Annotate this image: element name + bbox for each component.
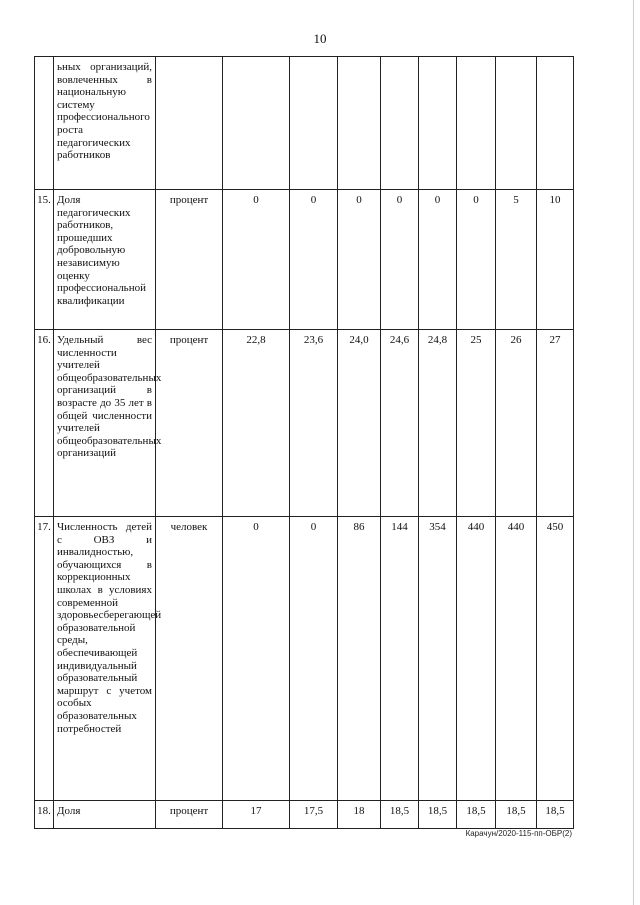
indicator-value: 24,0: [338, 330, 381, 517]
indicator-name-text: Доля: [57, 805, 81, 817]
indicator-value: 86: [338, 517, 381, 801]
indicator-value: 24,6: [381, 330, 419, 517]
indicator-value: 0: [457, 190, 496, 330]
table-row: [35, 57, 574, 190]
indicator-value: 18,5: [381, 801, 419, 829]
scan-edge-line: [633, 0, 634, 905]
indicator-value: 354: [419, 517, 457, 801]
indicator-name: [54, 190, 156, 330]
indicator-value: 5: [496, 190, 537, 330]
indicator-value: 24,8: [419, 330, 457, 517]
indicator-value: 23,6: [290, 330, 338, 517]
indicator-value: 144: [381, 517, 419, 801]
indicator-value: 17: [223, 801, 290, 829]
indicator-value: 18,5: [419, 801, 457, 829]
indicator-name-text: Численность детей с ОВЗ и инвалидностью, обучающихся в коррекционных школах в условиях современной здоровьесберегающей образовательной среды, обеспечивающей индивидуальный образовательный маршрут с учетом особых образовательных потребностей: [57, 521, 162, 735]
unit-of-measure: процент: [156, 801, 223, 829]
unit-of-measure: процент: [156, 190, 223, 330]
row-number: 18.: [35, 801, 54, 829]
row-number: 16.: [35, 330, 54, 517]
table-row: [35, 190, 574, 330]
indicator-value: [223, 57, 290, 190]
unit-of-measure: [156, 57, 223, 190]
unit-of-measure: процент: [156, 330, 223, 517]
row-number: [35, 57, 54, 190]
indicator-value: 27: [537, 330, 574, 517]
indicator-value: [338, 57, 381, 190]
indicator-name-text: Доля педагогических работников, прошедших добровольную независимую оценку профессиональной квалификации: [57, 194, 146, 307]
indicator-value: 25: [457, 330, 496, 517]
indicator-value: 18,5: [537, 801, 574, 829]
indicator-name: [54, 57, 156, 190]
page-number: 10: [313, 31, 327, 46]
indicator-value: 440: [457, 517, 496, 801]
indicator-name: [54, 801, 156, 829]
indicator-name-text: ьных организаций, вовлеченных в национальную систему профессионального роста педагогических работников: [57, 61, 152, 162]
indicator-value: 22,8: [223, 330, 290, 517]
indicators-table: [34, 56, 574, 829]
indicator-value: 0: [381, 190, 419, 330]
indicator-name-text: Удельный вес численности учителей общеобразовательных организаций в возрасте до 35 лет в общей численности учителей общеобразовательных организаций: [57, 334, 162, 460]
indicator-value: 450: [537, 517, 574, 801]
row-number: 17.: [35, 517, 54, 801]
indicator-value: 0: [419, 190, 457, 330]
indicator-name: [54, 330, 162, 517]
indicator-value: [290, 57, 338, 190]
indicator-value: [419, 57, 457, 190]
indicator-value: [496, 57, 537, 190]
indicator-value: 0: [223, 517, 290, 801]
indicator-value: 0: [338, 190, 381, 330]
table-row: [35, 517, 574, 801]
indicator-value: 10: [537, 190, 574, 330]
indicator-value: [381, 57, 419, 190]
indicator-value: 0: [290, 190, 338, 330]
indicator-value: 18,5: [457, 801, 496, 829]
table-row: [35, 330, 574, 517]
table-row: [35, 801, 574, 829]
indicator-value: 17,5: [290, 801, 338, 829]
indicator-value: [537, 57, 574, 190]
row-number: 15.: [35, 190, 54, 330]
indicator-name: [54, 517, 162, 801]
indicator-value: 0: [223, 190, 290, 330]
indicator-value: 18,5: [496, 801, 537, 829]
unit-of-measure: человек: [156, 517, 223, 801]
indicator-value: 26: [496, 330, 537, 517]
document-code: Карачун/2020-115-пп-ОБР(2): [465, 829, 572, 838]
indicator-value: [457, 57, 496, 190]
indicator-value: 440: [496, 517, 537, 801]
indicator-value: 0: [290, 517, 338, 801]
indicator-value: 18: [338, 801, 381, 829]
